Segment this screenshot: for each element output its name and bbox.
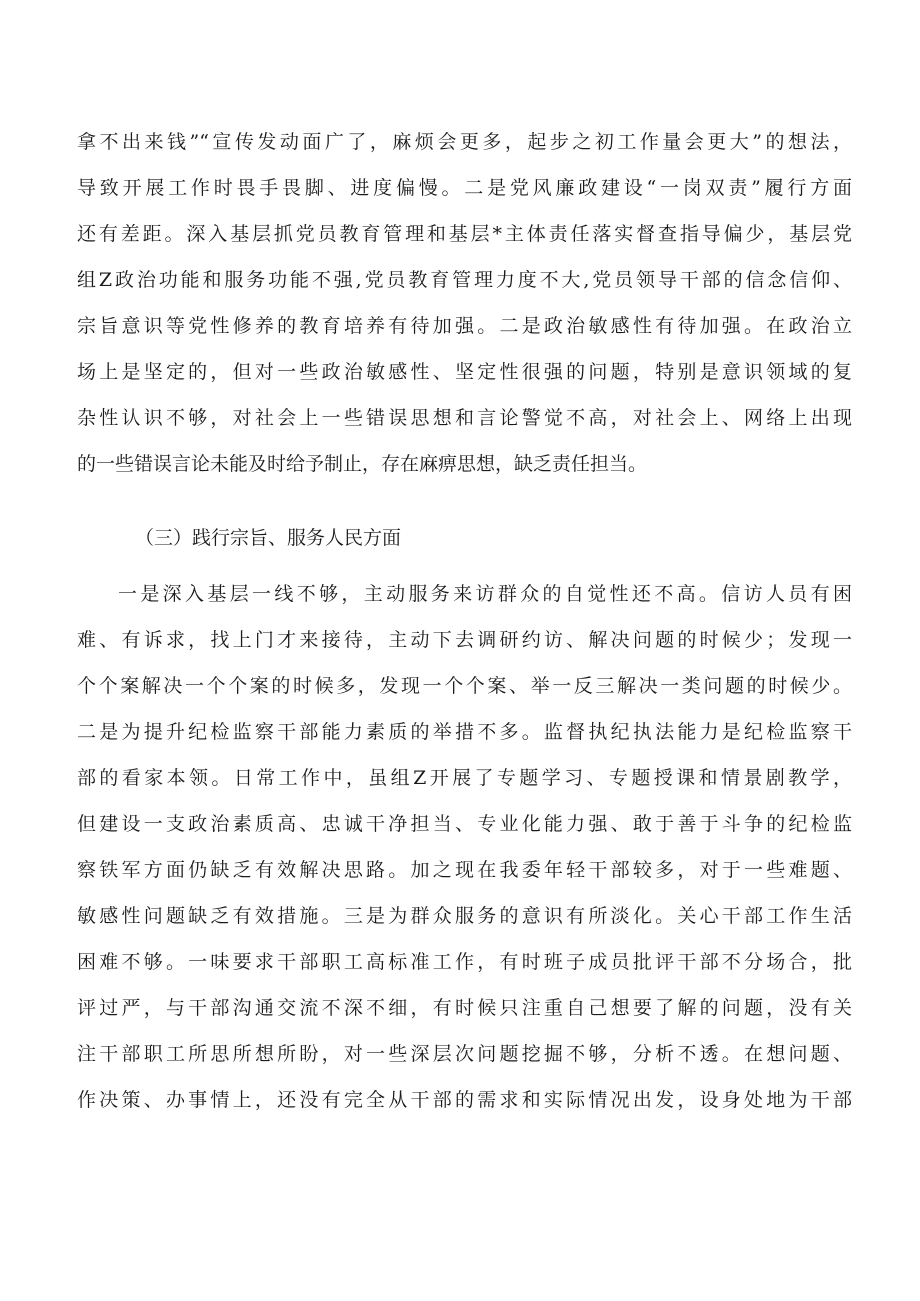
section-heading: （三）践行宗旨、服务人民方面 xyxy=(135,527,402,549)
paragraph-1-line-1: 拿不出来钱”“宣传发动面广了，麻烦会更多，起步之初工作量会更大”的想法， xyxy=(77,131,852,153)
paragraph-1-line-4: 组Z政治功能和服务功能不强,党员教育管理力度不大,党员领导干部的信念信仰、 xyxy=(77,269,852,291)
paragraph-2-line-11: 注干部职工所思所想所盼，对一些深层次问题挖掘不够，分析不透。在想问题、 xyxy=(77,1043,852,1065)
paragraph-2-line-9: 困难不够。一味要求干部职工高标准工作，有时班子成员批评干部不分场合，批 xyxy=(77,951,852,973)
paragraph-2-line-5: 部的看家本领。日常工作中，虽组Z开展了专题学习、专题授课和情景剧教学， xyxy=(77,767,852,789)
paragraph-2-line-2: 难、有诉求，找上门才来接待，主动下去调研约访、解决问题的时候少；发现一 xyxy=(77,629,852,651)
paragraph-1-line-8: 的一些错误言论未能及时给予制止，存在麻痹思想，缺乏责任担当。 xyxy=(77,453,648,475)
paragraph-1-line-6: 场上是坚定的，但对一些政治敏感性、坚定性很强的问题，特别是意识领域的复 xyxy=(77,361,852,383)
paragraph-1-line-3: 还有差距。深入基层抓党员教育管理和基层*主体责任落实督查指导偏少，基层党 xyxy=(77,223,852,245)
paragraph-2-line-1: 一是深入基层一线不够，主动服务来访群众的自觉性还不高。信访人员有困 xyxy=(118,583,852,605)
paragraph-1-line-2: 导致开展工作时畏手畏脚、进度偏慢。二是党风廉政建设“一岗双责”履行方面 xyxy=(77,177,852,199)
paragraph-2-line-4: 二是为提升纪检监察干部能力素质的举措不多。监督执纪执法能力是纪检监察干 xyxy=(77,721,852,743)
paragraph-2-line-6: 但建设一支政治素质高、忠诚干净担当、专业化能力强、敢于善于斗争的纪检监 xyxy=(77,813,852,835)
paragraph-2-line-8: 敏感性问题缺乏有效措施。三是为群众服务的意识有所淡化。关心干部工作生活 xyxy=(77,905,852,927)
paragraph-2-line-12: 作决策、办事情上，还没有完全从干部的需求和实际情况出发，设身处地为干部 xyxy=(77,1089,852,1111)
paragraph-2-line-3: 个个案解决一个个案的时候多，发现一个个案、举一反三解决一类问题的时候少。 xyxy=(77,675,852,697)
paragraph-1-line-7: 杂性认识不够，对社会上一些错误思想和言论警觉不高，对社会上、网络上出现 xyxy=(77,407,852,429)
paragraph-1-line-5: 宗旨意识等党性修养的教育培养有待加强。二是政治敏感性有待加强。在政治立 xyxy=(77,315,852,337)
paragraph-2-line-7: 察铁军方面仍缺乏有效解决思路。加之现在我委年轻干部较多，对于一些难题、 xyxy=(77,859,852,881)
paragraph-2-line-10: 评过严，与干部沟通交流不深不细，有时候只注重自己想要了解的问题，没有关 xyxy=(77,997,852,1019)
